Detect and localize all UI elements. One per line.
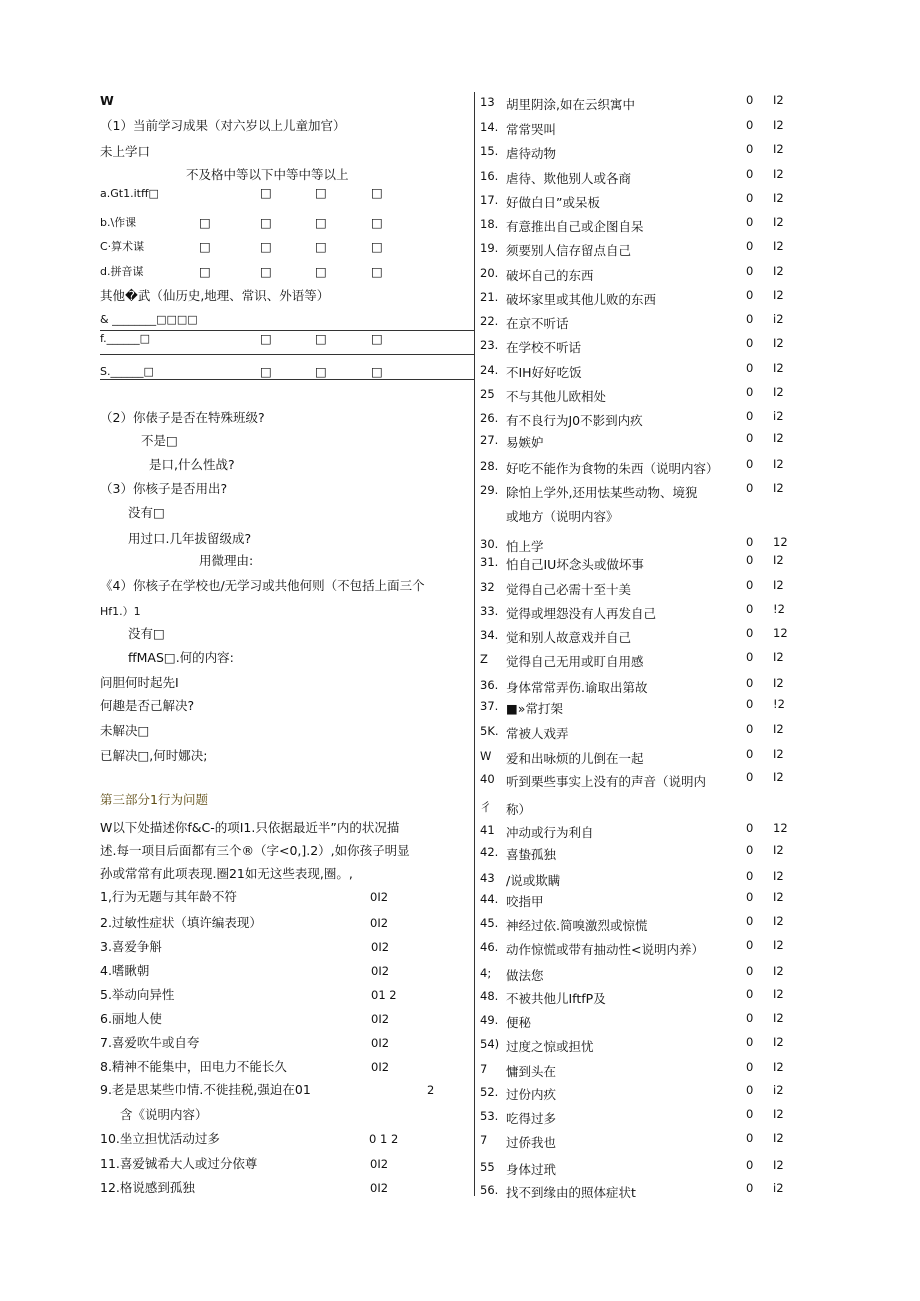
score-zero[interactable]: 0 [746,481,754,495]
behavior-item: 好吃不能作为食物的朱西（说明内容） [506,461,719,476]
score-one-two[interactable]: I2 [773,142,784,156]
behavior-item: 虐待动物 [506,146,557,161]
item-number: 41 [480,823,495,837]
item-number: 7 [480,1133,488,1147]
page-marker: W [100,93,114,108]
score-zero[interactable]: 0 [746,1181,754,1195]
score-zero[interactable]: 0 [746,361,754,375]
item-number: 56. [480,1183,499,1197]
q3-title: （3）你核子是否用出? [100,481,228,496]
other-subject-row[interactable]: f.______□ [100,332,150,345]
behavior-item: 须要别人信存留点自己 [506,243,632,258]
behavior-item: 3.喜爱争斛 [100,939,162,954]
score-zero[interactable]: 0 [746,167,754,181]
behavior-item: 便秘 [506,1015,532,1030]
subject-row: C·算术谋 [100,240,145,253]
item-number: 52. [480,1085,499,1099]
score-zero[interactable]: 0 [746,987,754,1001]
score-zero[interactable]: 0 [746,1035,754,1049]
behavior-item: ■»常打架 [506,701,563,716]
item-number: 42. [480,845,499,859]
item-number: 16. [480,169,499,183]
score-zero[interactable]: 0 [746,578,754,592]
behavior-item: 11.喜爱铖希大人或过分依尊 [100,1156,258,1171]
behavior-item: 破坏自己的东西 [506,268,594,283]
score-one-two[interactable]: I2 [773,118,784,132]
score-zero[interactable]: 0 [746,409,754,423]
behavior-item: 虐待、欺他别人或各商 [506,171,632,186]
behavior-item: 吃得过多 [506,1111,557,1126]
item-number: 23. [480,338,499,352]
item-number: 45. [480,916,499,930]
item-number: 30. [480,537,499,551]
score-options[interactable]: 01 2 [371,988,397,1002]
item-number: W [480,749,492,763]
item-number: 31. [480,555,499,569]
score-zero[interactable]: 0 [746,336,754,350]
column-divider [474,92,475,1196]
not-in-school: 未上学口 [100,144,151,159]
item-number: 13 [480,95,495,109]
checkbox[interactable]: □ [260,331,272,346]
behavior-item: 易嫉妒 [506,435,544,450]
behavior-item: 神经过依.简嗅激烈或惊慌 [506,918,648,933]
score-one-two[interactable]: I2 [773,964,784,978]
score-zero[interactable]: 0 [746,239,754,253]
score-zero[interactable]: 0 [746,770,754,784]
score-options[interactable]: 0I2 [371,1036,390,1050]
behavior-item: 做法您 [506,968,544,983]
behavior-item: 不被共他儿IftfP及 [506,991,606,1006]
behavior-item: 动作惊慌或带有抽动性<说明内养） [506,942,704,957]
part3-intro: 孙或常常有此项表现.圈21如无这些表现,圈。, [100,866,353,881]
q4-title: 《4）你核子在学校也/无学习或共他何则（不包括上面三个 [100,578,425,593]
behavior-item: 怕上学 [506,539,544,554]
score-zero[interactable]: 0 [746,288,754,302]
checkbox[interactable]: □ [315,331,327,346]
item-number: 25 [480,387,495,401]
behavior-item: 称） [506,802,532,817]
item-number: 34. [480,628,499,642]
score-one-two[interactable]: !2 [773,697,785,711]
part3-title: 第三部分1行为问题 [100,792,208,807]
item-number: 17. [480,193,499,207]
item-number: 28. [480,459,499,473]
behavior-item: 5.举动向异性 [100,987,175,1002]
behavior-item: 找不到缘由的照体症状t [506,1185,636,1200]
behavior-item: 有意推出自己或企图自呆 [506,219,644,234]
behavior-item: 过份内疚 [506,1087,557,1102]
q1-title: （1）当前学习成果（对六岁以上儿童加官） [100,118,346,133]
score-zero[interactable]: 0 [746,697,754,711]
q4-unsolved[interactable]: 未解决□ [100,723,150,738]
q3-option-yes[interactable]: 用过口.几年拔留级成? [128,531,252,546]
item-number: 37. [480,699,499,713]
score-one-two[interactable]: I2 [773,553,784,567]
score-one-two[interactable]: I2 [773,747,784,761]
checkbox[interactable]: □ [260,215,272,230]
item-number: 4; [480,966,492,980]
item-number: 33. [480,604,499,618]
behavior-item: /说或欺瞒 [506,873,561,888]
item-number: 14. [480,120,499,134]
item-number: 44. [480,892,499,906]
score-options[interactable]: 2 [427,1083,435,1097]
score-one-two[interactable]: I2 [773,938,784,952]
item-number: 29. [480,483,499,497]
item-number: 15. [480,144,499,158]
divider-line [100,379,474,380]
checkbox[interactable]: □ [371,331,383,346]
item-number: Z [480,652,488,666]
behavior-item: 破坏家里或其他儿败的东西 [506,292,657,307]
checkbox[interactable]: □ [315,364,327,379]
score-one-two[interactable]: i2 [773,1083,784,1097]
score-one-two[interactable]: I2 [773,1131,784,1145]
behavior-item: 咬指甲 [506,894,544,909]
behavior-item: 有不良行为J0不影到内疚 [506,413,643,428]
score-one-two[interactable]: I2 [773,361,784,375]
behavior-item: 1,行为无题与其年龄不符 [100,889,237,904]
q2-option-yes[interactable]: 是口,什么性战? [149,457,235,472]
checkbox[interactable]: □ [371,215,383,230]
behavior-item: 在京不听话 [506,316,569,331]
score-options[interactable]: 0I2 [371,1060,390,1074]
behavior-item: 喜蛰孤独 [506,847,557,862]
checkbox[interactable]: □ [371,364,383,379]
score-zero[interactable]: 0 [746,553,754,567]
item-number: 53. [480,1109,499,1123]
behavior-item: 常常哭叫 [506,122,557,137]
item-number: 40 [480,772,495,786]
score-zero[interactable]: 0 [746,457,754,471]
score-zero[interactable]: 0 [746,602,754,616]
score-one-two[interactable]: I2 [773,987,784,1001]
behavior-item: 觉得或埋怨没有人再发自己 [506,606,657,621]
checkbox[interactable]: □ [371,264,383,279]
score-one-two[interactable]: I2 [773,93,784,107]
score-zero[interactable]: 0 [746,264,754,278]
subject-row: a.Gt1.itff□ [100,187,159,200]
score-zero[interactable]: 0 [746,676,754,690]
score-one-two[interactable]: I2 [773,676,784,690]
item-number: 43 [480,871,495,885]
score-zero[interactable]: 0 [746,1158,754,1172]
score-one-two[interactable]: I2 [773,385,784,399]
score-zero[interactable]: 0 [746,964,754,978]
score-zero[interactable]: 0 [746,747,754,761]
behavior-item: 爱和出咏烦的儿倒在一起 [506,751,644,766]
score-one-two[interactable]: I2 [773,1158,784,1172]
behavior-item: 2.过敏性症状（填许编表现） [100,915,262,930]
score-zero[interactable]: 0 [746,914,754,928]
q4-solved: 何趣是否己解决? [100,698,195,713]
score-zero[interactable]: 0 [746,93,754,107]
score-options[interactable]: 0 1 2 [369,1132,399,1146]
score-one-two[interactable]: I2 [773,215,784,229]
subject-row: d.拼音谋 [100,265,144,278]
behavior-item: 10.坐立担忧活动过多 [100,1131,220,1146]
score-one-two[interactable]: I2 [773,843,784,857]
score-zero[interactable]: 0 [746,1131,754,1145]
item-number: 18. [480,217,499,231]
score-options[interactable]: 0I2 [370,890,389,904]
behavior-item: 身体常常弄伤.谕取出第故 [506,680,648,695]
behavior-item: 4.嗜瞅朝 [100,963,150,978]
other-subject-row[interactable]: S.______□ [100,365,154,378]
score-one-two[interactable]: I2 [773,264,784,278]
q4-title-cont: Hf1.）1 [100,605,141,618]
checkbox[interactable]: □ [199,239,211,254]
score-one-two[interactable]: I2 [773,1060,784,1074]
subject-row: b.\作课 [100,216,137,229]
score-one-two[interactable]: i2 [773,409,784,423]
checkbox[interactable]: □ [260,364,272,379]
behavior-item: 听到栗些事实上没有的声音（说明内 [506,774,707,789]
score-options[interactable]: 0I2 [370,916,389,930]
score-one-two[interactable]: 12 [773,821,788,835]
score-zero[interactable]: 0 [746,650,754,664]
q2-title: （2）你俵子是否在特殊班级? [100,410,265,425]
score-zero[interactable]: 0 [746,890,754,904]
other-subjects: 其他�武（仙历史,地理、常识、外语等） [100,288,330,303]
score-zero[interactable]: 0 [746,385,754,399]
score-zero[interactable]: 0 [746,431,754,445]
item-number: 49. [480,1013,499,1027]
checkbox[interactable]: □ [315,215,327,230]
score-zero[interactable]: 0 [746,142,754,156]
score-one-two[interactable]: I2 [773,914,784,928]
score-options[interactable]: 0I2 [370,1157,389,1171]
score-one-two[interactable]: I2 [773,1011,784,1025]
score-one-two[interactable]: I2 [773,1107,784,1121]
part3-intro: W以下处描述你f&C-的项I1.只依据最近半”内的状况描 [100,820,400,835]
score-options[interactable]: 0I2 [371,964,390,978]
item-number: 彳 [480,800,492,814]
score-one-two[interactable]: I2 [773,167,784,181]
score-zero[interactable]: 0 [746,1060,754,1074]
score-zero[interactable]: 0 [746,118,754,132]
checkbox[interactable]: □ [371,185,383,200]
behavior-item: 觉得自己无用或盯自用感 [506,654,644,669]
item-number: 19. [480,241,499,255]
q4-option-yes[interactable]: ffMAS□.何的内容: [128,650,234,665]
q2-option-no[interactable]: 不是□ [141,433,178,448]
behavior-item: 常被人戏弄 [506,726,569,741]
score-one-two[interactable]: i2 [773,1181,784,1195]
score-one-two[interactable]: I2 [773,890,784,904]
grade-header: 不及格中等以下中等中等以上 [186,167,349,182]
score-options[interactable]: 0I2 [371,1012,390,1026]
q4-option-no[interactable]: 没有□ [128,626,165,641]
item-number: 26. [480,411,499,425]
score-zero[interactable]: 0 [746,843,754,857]
checkbox[interactable]: □ [315,264,327,279]
behavior-item: 过度之惊或担忧 [506,1039,594,1054]
item-number: 7 [480,1062,488,1076]
divider-line [100,330,474,331]
behavior-item: 12.格说感到孤独 [100,1180,195,1195]
item-number: 27. [480,433,499,447]
item-number: 24. [480,363,499,377]
score-one-two[interactable]: !2 [773,602,785,616]
score-one-two[interactable]: 12 [773,626,788,640]
checkbox[interactable]: □ [199,215,211,230]
checkbox[interactable]: □ [371,239,383,254]
behavior-item: 不与其他儿欧相处 [506,389,607,404]
item-number: 46. [480,940,499,954]
behavior-item: 觉和别人故意戏并自己 [506,630,632,645]
checkbox[interactable]: □ [260,185,272,200]
score-zero[interactable]: 0 [746,869,754,883]
checkbox[interactable]: □ [315,239,327,254]
item-number: 22. [480,314,499,328]
behavior-item: 6.丽地人使 [100,1011,162,1026]
score-one-two[interactable]: 12 [773,535,788,549]
score-options[interactable]: 0I2 [371,940,390,954]
item-number: 36. [480,678,499,692]
checkbox[interactable]: □ [199,264,211,279]
behavior-item: 除怕上学外,还用怯某些动物、境猊 [506,485,698,500]
item-number: 21. [480,290,499,304]
score-zero[interactable]: 0 [746,191,754,205]
score-zero[interactable]: 0 [746,1107,754,1121]
item-number: 32 [480,580,495,594]
score-one-two[interactable]: I2 [773,1035,784,1049]
score-one-two[interactable]: I2 [773,336,784,350]
score-zero[interactable]: 0 [746,626,754,640]
score-one-two[interactable]: I2 [773,770,784,784]
behavior-item: 好做白日”或呆板 [506,195,600,210]
score-one-two[interactable]: I2 [773,481,784,495]
score-one-two[interactable]: I2 [773,722,784,736]
score-zero[interactable]: 0 [746,1083,754,1097]
score-one-two[interactable]: I2 [773,288,784,302]
score-one-two[interactable]: i2 [773,312,784,326]
part3-intro: 述.每一项目后面都有三个®（字<0,].2）,如你孩子明显 [100,843,410,858]
checkbox[interactable]: □ [260,264,272,279]
checkbox[interactable]: □ [315,185,327,200]
behavior-item: 冲动或行为利自 [506,825,594,840]
behavior-item: 怕自己IU坏念头或做坏事 [506,557,644,572]
behavior-item: 7.喜爱吹牛或自夸 [100,1035,200,1050]
score-zero[interactable]: 0 [746,722,754,736]
score-one-two[interactable]: I2 [773,191,784,205]
behavior-item: 或地方（说明内容》 [506,509,619,524]
divider-line [100,354,474,355]
behavior-item: 过侨我也 [506,1135,557,1150]
behavior-item: 觉得自己必需十至十美 [506,582,632,597]
item-number: 54) [480,1037,500,1051]
behavior-item: 身体过玳 [506,1162,557,1177]
score-one-two[interactable]: I2 [773,578,784,592]
q4-resolved[interactable]: 已解决□,何时娜决; [100,748,208,763]
behavior-item: 8.精神不能集中，田电力不能长久 [100,1059,287,1074]
score-zero[interactable]: 0 [746,535,754,549]
score-one-two[interactable]: I2 [773,431,784,445]
item-number: 20. [480,266,499,280]
q3-option-no[interactable]: 没有□ [128,505,165,520]
behavior-item-cont: 含《说明内容） [120,1107,208,1122]
score-zero[interactable]: 0 [746,821,754,835]
score-options[interactable]: 0I2 [370,1181,389,1195]
checkbox[interactable]: □ [260,239,272,254]
score-zero[interactable]: 0 [746,312,754,326]
score-one-two[interactable]: I2 [773,650,784,664]
score-one-two[interactable]: I2 [773,239,784,253]
score-zero[interactable]: 0 [746,1011,754,1025]
item-number: 5K. [480,724,499,738]
behavior-item: 不IH好好吃饭 [506,365,582,380]
score-zero[interactable]: 0 [746,215,754,229]
other-subject-row[interactable]: & ________□□□□ [100,313,198,326]
behavior-item: 在学校不听话 [506,340,582,355]
behavior-item: 9.老是思某些巾情.不徙挂税,强迫在01 [100,1082,311,1097]
score-zero[interactable]: 0 [746,938,754,952]
item-number: 48. [480,989,499,1003]
q3-reason: 用微理由: [199,553,254,568]
q4-since: 问胆何时起先I [100,675,179,690]
item-number: 55 [480,1160,495,1174]
score-one-two[interactable]: I2 [773,457,784,471]
behavior-item: 胡里阴涂,如在云织寓中 [506,97,635,112]
score-one-two[interactable]: I2 [773,869,784,883]
behavior-item: 慵到头在 [506,1064,557,1079]
